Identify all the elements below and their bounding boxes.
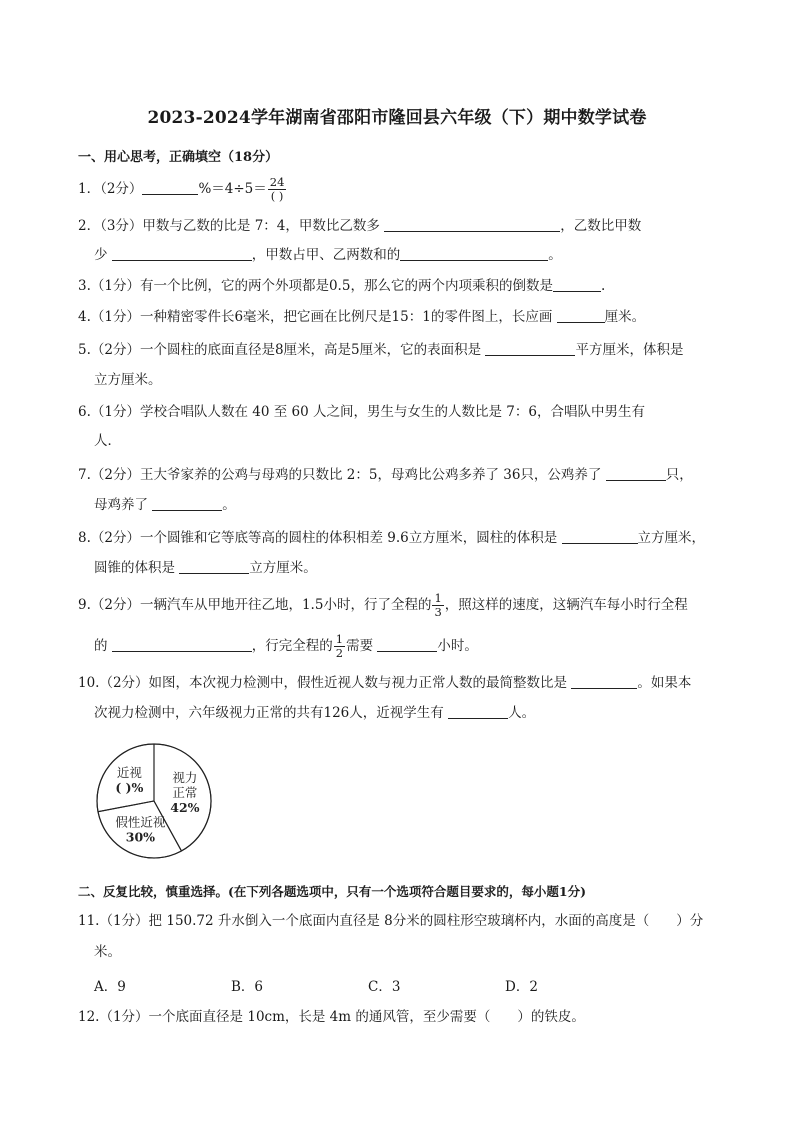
answer-blank[interactable]	[485, 341, 575, 356]
option-c[interactable]: C．3	[368, 979, 401, 995]
answer-blank[interactable]	[571, 674, 637, 689]
q9-fraction-2: $\frac{1}{2}$	[335, 632, 344, 660]
answer-blank[interactable]	[448, 704, 508, 719]
pie-value-label-0: 42%	[170, 800, 200, 816]
answer-blank[interactable]	[142, 180, 198, 195]
question-8-line-1: 8.（2分）一个圆锥和它等底等高的圆柱的体积相差 9.6立方厘米，圆柱的体积是 立方厘米，	[78, 530, 706, 546]
question-6-line-1: 6.（1分）学校合唱队人数在 40 至 60 人之间，男生与女生的人数比是 7：6，合唱队中男生有	[78, 404, 645, 420]
question-9-line-1: 9.（2分）一辆汽车从甲地开往乙地，1.5小时，行了全程的 $\frac{1}{3}$ ，照这样的速度，这辆汽车每小时行全程	[78, 591, 688, 619]
answer-blank[interactable]	[400, 246, 548, 261]
answer-blank[interactable]	[152, 496, 222, 511]
pie-value-label-2: ( )%	[115, 780, 144, 796]
question-10-line-1: 10.（2分）如图，本次视力检测中，假性近视人数与视力正常人数的最简整数比是 。如果本	[78, 675, 692, 691]
question-10-line-2: 次视力检测中，六年级视力正常的共有126人，近视学生有 人。	[94, 705, 536, 721]
q1-text: %＝4÷5＝	[198, 181, 267, 197]
question-5-line-1: 5.（2分）一个圆柱的底面直径是8厘米，高是5厘米，它的表面积是 平方厘米，体积是	[78, 342, 684, 358]
question-2-line-2: 少 ，甲数占甲、乙两数和的 。	[94, 247, 562, 263]
question-4: 4.（1分）一种精密零件长6毫米，把它画在比例尺是15：1的零件图上，长应画 厘米。	[78, 309, 646, 325]
option-a[interactable]: A．9	[94, 979, 126, 995]
pie-category-label-2: 近视	[116, 765, 142, 781]
q9-fraction-1: $\frac{1}{3}$	[434, 591, 442, 619]
vision-pie-chart	[94, 733, 214, 869]
question-2-line-1: 2．（3分）甲数与乙数的比是 7：4，甲数比乙数多 ，乙数比甲数	[78, 218, 642, 234]
question-11-line-2: 米。	[94, 944, 121, 960]
answer-blank[interactable]	[553, 277, 601, 292]
pie-category-label-0: 视力	[172, 770, 198, 786]
question-1	[78, 176, 287, 203]
answer-blank[interactable]	[112, 637, 252, 652]
answer-blank[interactable]	[112, 246, 252, 261]
answer-blank[interactable]	[384, 217, 560, 232]
question-3: 3.（1分）有一个比例，它的两个外项都是0.5，那么它的两个内项乘积的倒数是 .	[78, 278, 606, 294]
answer-blank[interactable]	[557, 308, 605, 323]
q1-fraction: $\frac{24}{( )}$	[269, 175, 285, 203]
question-5-line-2: 立方厘米。	[94, 372, 162, 388]
page-title: 2023-2024学年湖南省邵阳市隆回县六年级（下）期中数学试卷	[147, 108, 647, 128]
question-11-line-1: 11.（1分）把 150.72 升水倒入一个底面内直径是 8分米的圆柱形空玻璃杯内，水面的高度是（ ）分	[78, 913, 704, 929]
pie-value-label-1: 30%	[125, 829, 156, 845]
question-7-line-2: 母鸡养了 。	[94, 497, 236, 513]
pie-category-label-0: 正常	[172, 785, 198, 801]
question-7-line-1: 7.（2分）王大爷家养的公鸡与母鸡的只数比 2：5，母鸡比公鸡多养了 36只，公鸡养了 只，	[78, 467, 693, 483]
question-12: 12.（1分）一个底面直径是 10cm，长是 4m 的通风管，至少需要（ ）的铁皮。	[78, 1009, 585, 1025]
option-b[interactable]: B．6	[231, 979, 264, 995]
answer-blank[interactable]	[179, 559, 249, 574]
answer-blank[interactable]	[377, 637, 437, 652]
option-d[interactable]: D．2	[505, 979, 538, 995]
question-9-line-2: 的 ，行完全程的 $\frac{1}{2}$ 需要 小时。	[94, 632, 478, 660]
answer-blank[interactable]	[606, 466, 666, 481]
question-8-line-2: 圆锥的体积是 立方厘米。	[94, 560, 317, 576]
answer-blank[interactable]	[562, 529, 638, 544]
section-heading-multiple-choice: 二、反复比较，慎重选择。(在下列各题选项中，只有一个选项符合题目要求的，每小题1分)	[78, 884, 587, 899]
q1-label: 1．（2分）	[78, 181, 143, 197]
question-6-line-2: 人．	[94, 433, 121, 449]
section-heading-fill-in: 一、用心思考，正确填空（18分）	[78, 150, 279, 165]
pie-category-label-1: 假性近视	[115, 814, 166, 830]
